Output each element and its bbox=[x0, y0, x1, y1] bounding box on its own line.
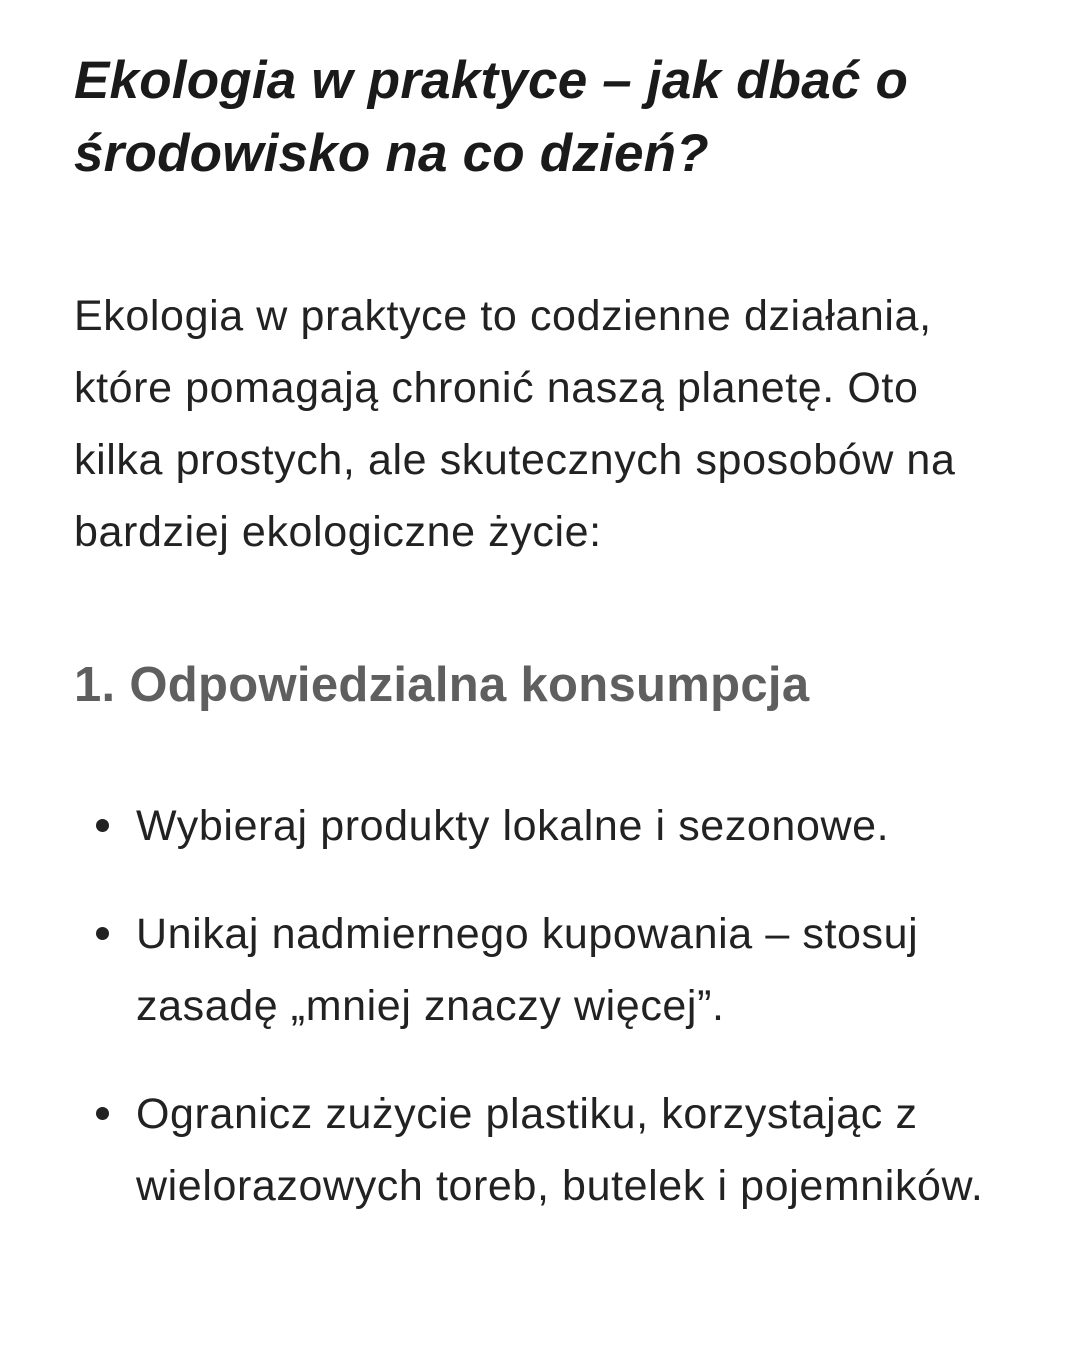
bullet-icon bbox=[96, 819, 109, 832]
list-item bbox=[74, 1078, 1020, 1222]
bullet-icon bbox=[96, 1107, 109, 1120]
list-item-text: Unikaj nadmiernego kupowania – stosuj zasadę „mniej znaczy więcej”. bbox=[136, 910, 919, 1030]
bullet-icon bbox=[96, 927, 109, 940]
intro-paragraph: Ekologia w praktyce to codzienne działania, które pomagają chronić naszą planetę. Oto kilka prostych, ale skutecznych sposobów na bardziej ekologiczne życie: bbox=[74, 292, 956, 556]
list-item bbox=[74, 790, 1020, 862]
list-item-text: Ogranicz zużycie plastiku, korzystając z wielorazowych toreb, butelek i pojemników. bbox=[136, 1090, 984, 1210]
section-heading: 1. Odpowiedzialna konsumpcja bbox=[74, 658, 810, 712]
list-item bbox=[74, 898, 1020, 1042]
list-item-text: Wybieraj produkty lokalne i sezonowe. bbox=[136, 802, 890, 850]
bullet-list bbox=[74, 790, 1020, 1222]
article-title: Ekologia w praktyce – jak dbać o środowisko na co dzień? bbox=[74, 51, 909, 183]
